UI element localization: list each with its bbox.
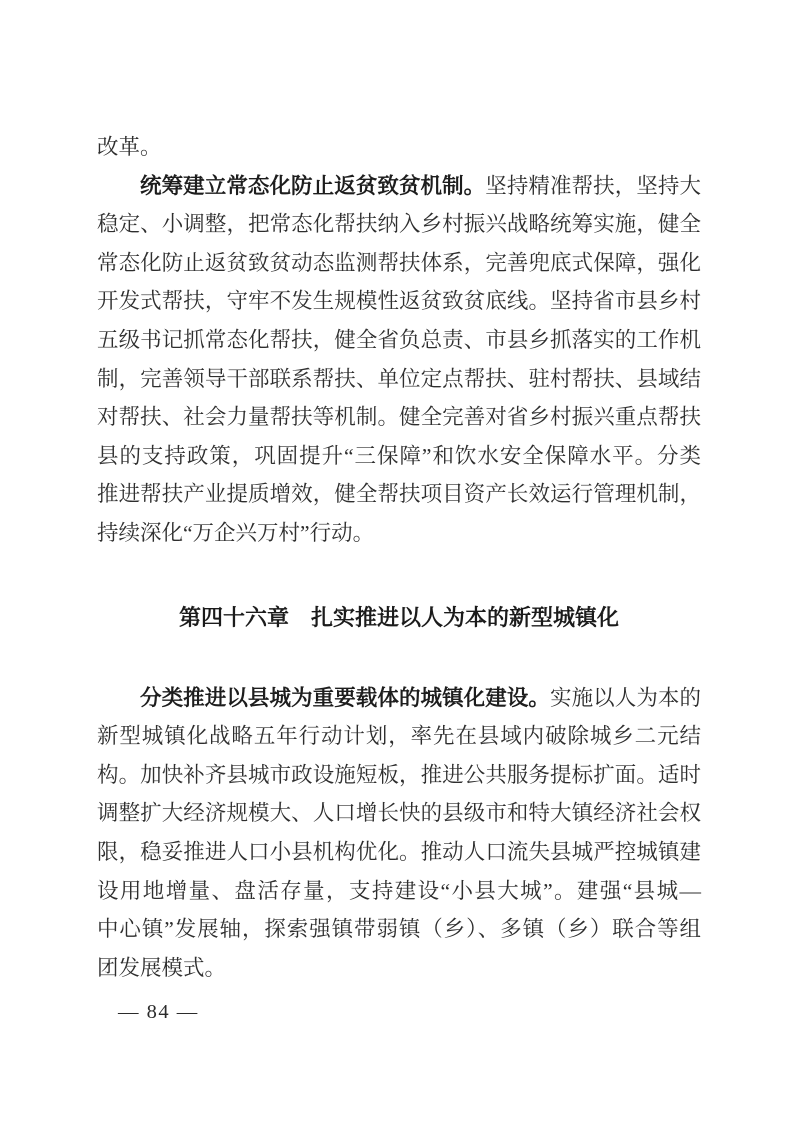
- text-line: 对帮扶、社会力量帮扶等机制。健全完善对省乡村振兴重点帮扶: [97, 405, 701, 430]
- text-line: 常态化防止返贫致贫动态监测帮扶体系，完善兜底式保障，强化: [97, 250, 701, 275]
- paragraph-first-line: [97, 167, 701, 206]
- paragraph-body-lines: [97, 205, 701, 514]
- text-line: 稳定、小调整，把常态化帮扶纳入乡村振兴战略统筹实施，健全: [97, 212, 701, 237]
- text-line: 推进帮扶产业提质增效，健全帮扶项目资产长效运行管理机制，: [97, 482, 701, 507]
- page-number: — 84 —: [118, 1001, 199, 1023]
- text-line: 中心镇”发展轴，探索强镇带弱镇（乡）、多镇（乡）联合等组: [97, 917, 701, 942]
- paragraph-lead-bold: 分类推进以县城为重要载体的城镇化建设。: [140, 685, 550, 710]
- paragraph-first-line-rest: 实施以人为本的: [550, 685, 701, 710]
- paragraph-first-line: [97, 679, 701, 718]
- text-line: 开发式帮扶，守牢不发生规模性返贫致贫底线。坚持省市县乡村: [97, 289, 701, 314]
- continuation-line: 改革。: [97, 135, 162, 159]
- paragraph-last-line: 持续深化“万企兴万村”行动。: [97, 520, 375, 545]
- paragraph-body-lines: [97, 717, 701, 949]
- text-line: 五级书记抓常态化帮扶，健全省负总责、市县乡抓落实的工作机: [97, 327, 701, 352]
- text-line: 设用地增量、盘活存量，支持建设“小县大城”。建强“县城—: [97, 878, 701, 903]
- text-line: 制，完善领导干部联系帮扶、单位定点帮扶、驻村帮扶、县域结: [97, 366, 701, 391]
- paragraph-urbanization: [97, 679, 701, 988]
- paragraph-last-line: 团发展模式。: [97, 955, 227, 980]
- chapter-heading: 第四十六章 扎实推进以人为本的新型城镇化: [178, 604, 619, 630]
- text-line: 调整扩大经济规模大、人口增长快的县级市和特大镇经济社会权: [97, 801, 701, 826]
- text-line: 限，稳妥推进人口小县机构优化。推动人口流失县城严控城镇建: [97, 839, 701, 864]
- text-line: 新型城镇化战略五年行动计划，率先在县域内破除城乡二元结: [97, 724, 701, 749]
- paragraph-lead-bold: 统筹建立常态化防止返贫致贫机制。: [140, 173, 486, 198]
- body-text-column: [97, 128, 701, 987]
- paragraph-anti-poverty-mechanism: [97, 167, 701, 553]
- text-line: 县的支持政策，巩固提升“三保障”和饮水安全保障水平。分类: [97, 443, 701, 468]
- paragraph-first-line-rest: 坚持精准帮扶，坚持大: [485, 173, 701, 198]
- text-line: 构。加快补齐县城市政设施短板，推进公共服务提标扩面。适时: [97, 762, 701, 787]
